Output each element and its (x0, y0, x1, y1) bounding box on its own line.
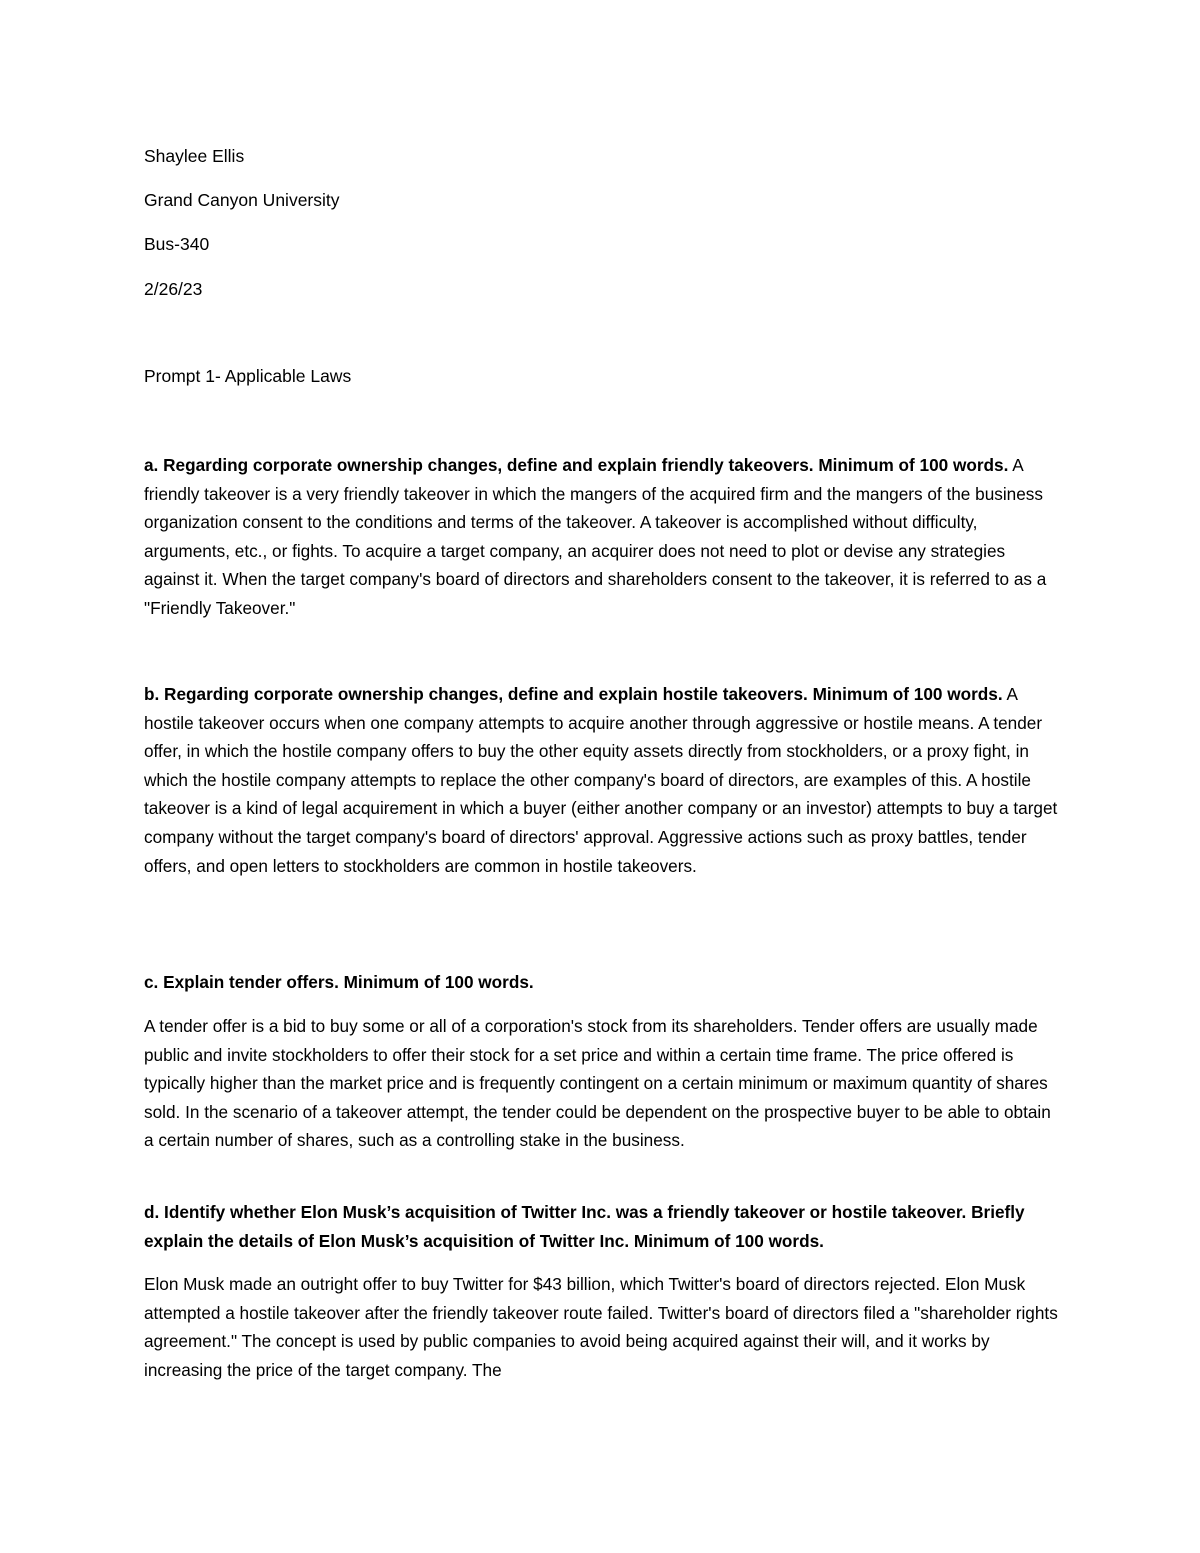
section-a-question: a. Regarding corporate ownership changes, define and explain friendly takeovers. Minimum of 100 words. (144, 455, 1009, 475)
section-a (144, 451, 1064, 623)
document-date: 2/26/23 (144, 279, 203, 299)
section-d-answer: Elon Musk made an outright offer to buy Twitter for $43 billion, which Twitter's board of directors rejected. Elon Musk attempted a hostile takeover after the friendly takeover route failed. Twitter's board of directors filed a "shareholder rights agreement." The concept is used by public companies to avoid being acquired against their will, and it works by increasing the price of the target company. The (144, 1274, 1058, 1380)
section-c-question: c. Explain tender offers. Minimum of 100 words. (144, 972, 534, 992)
section-b (144, 680, 1064, 880)
course-code: Bus-340 (144, 234, 210, 254)
institution-name: Grand Canyon University (144, 190, 340, 210)
prompt-title: Prompt 1- Applicable Laws (144, 366, 352, 386)
section-b-question: b. Regarding corporate ownership changes, define and explain hostile takeovers. Minimum of 100 words. (144, 684, 1003, 704)
section-b-answer: A hostile takeover occurs when one company attempts to acquire another through aggressive or hostile means. A tender offer, in which the hostile company offers to buy the other equity assets directly from stockholders, or a proxy fight, in which the hostile company attempts to replace the other company's board of directors, are examples of this. A hostile takeover is a kind of legal acquirement in which a buyer (either another company or an investor) attempts to buy a target company without the target company's board of directors' approval. Aggressive actions such as proxy battles, tender offers, and open letters to stockholders are common in hostile takeovers. (144, 684, 1058, 876)
section-c-answer: A tender offer is a bid to buy some or all of a corporation's stock from its shareholders. Tender offers are usually made public and invite stockholders to offer their stock for a set price and within a certain time frame. The price offered is typically higher than the market price and is frequently contingent on a certain minimum or maximum quantity of shares sold. In the scenario of a takeover attempt, the tender could be dependent on the prospective buyer to be able to obtain a certain number of shares, such as a controlling stake in the business. (144, 1016, 1051, 1151)
section-a-answer: A friendly takeover is a very friendly takeover in which the mangers of the acquired firm and the mangers of the business organization consent to the conditions and terms of the takeover. A takeover is accomplished without difficulty, arguments, etc., or fights. To acquire a target company, an acquirer does not need to plot or devise any strategies against it. When the target company's board of directors and shareholders consent to the takeover, it is referred to as a "Friendly Takeover." (144, 455, 1047, 618)
section-d-question: d. Identify whether Elon Musk’s acquisition of Twitter Inc. was a friendly takeover or hostile takeover. Briefly explain the details of Elon Musk’s acquisition of Twitter Inc. Minimum of 100 words. (144, 1202, 1025, 1251)
author-name: Shaylee Ellis (144, 146, 245, 166)
